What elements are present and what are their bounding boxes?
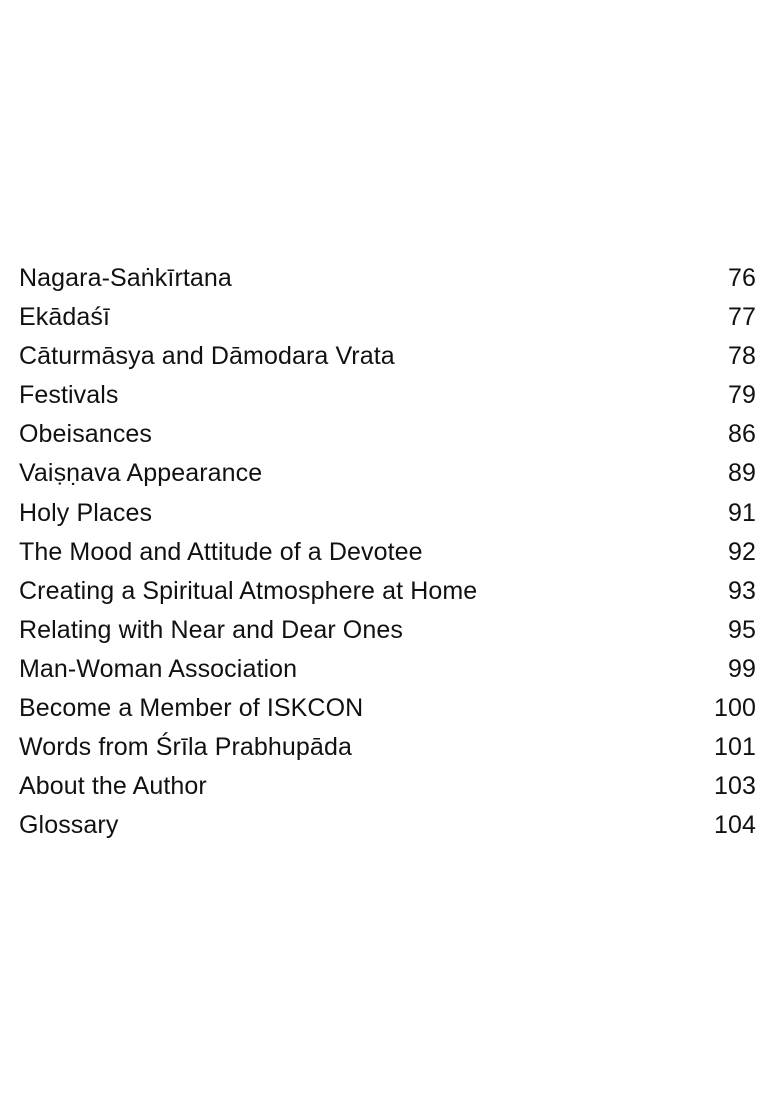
toc-entry bbox=[19, 259, 756, 298]
toc-entry-title: Holy Places bbox=[19, 498, 153, 527]
toc-entry bbox=[19, 806, 756, 845]
toc-entry bbox=[19, 494, 756, 533]
toc-entry bbox=[19, 611, 756, 650]
toc-entry-page: 89 bbox=[727, 459, 756, 488]
toc-entry-page: 91 bbox=[727, 498, 756, 527]
toc-entry bbox=[19, 376, 756, 415]
toc-entry-title: Ekādaśī bbox=[19, 303, 111, 332]
toc-entry-page: 77 bbox=[727, 303, 756, 332]
toc-entry bbox=[19, 533, 756, 572]
toc-entry-page: 93 bbox=[727, 576, 756, 605]
toc-entry-title: Creating a Spiritual Atmosphere at Home bbox=[19, 576, 478, 605]
toc-entry-page: 92 bbox=[727, 537, 756, 566]
toc-entry-title: Cāturmāsya and Dāmodara Vrata bbox=[19, 342, 395, 371]
toc-entry bbox=[19, 572, 756, 611]
toc-entry bbox=[19, 689, 756, 728]
toc-entry bbox=[19, 298, 756, 337]
toc-entry-page: 101 bbox=[713, 733, 756, 762]
toc-entry-page: 104 bbox=[713, 811, 756, 840]
toc-entry-page: 100 bbox=[713, 694, 756, 723]
toc-entry-title: Become a Member of ISKCON bbox=[19, 694, 364, 723]
table-of-contents bbox=[19, 259, 756, 845]
toc-entry-title: Man-Woman Association bbox=[19, 654, 298, 683]
toc-entry bbox=[19, 767, 756, 806]
toc-entry-page: 76 bbox=[727, 264, 756, 292]
toc-entry bbox=[19, 415, 756, 454]
toc-entry-title: About the Author bbox=[19, 772, 207, 801]
toc-entry-page: 86 bbox=[727, 420, 756, 449]
toc-entry bbox=[19, 454, 756, 493]
toc-entry-page: 78 bbox=[727, 342, 756, 371]
toc-entry-title: The Mood and Attitude of a Devotee bbox=[19, 537, 423, 566]
toc-entry-title: Glossary bbox=[19, 811, 119, 840]
toc-entry bbox=[19, 650, 756, 689]
toc-entry-title: Nagara-Saṅkīrtana bbox=[19, 264, 232, 292]
toc-entry-page: 103 bbox=[713, 772, 756, 801]
toc-entry-page: 79 bbox=[727, 381, 756, 410]
toc-entry-title: Obeisances bbox=[19, 420, 153, 449]
toc-entry-page: 99 bbox=[727, 654, 756, 683]
toc-entry bbox=[19, 728, 756, 767]
toc-entry bbox=[19, 337, 756, 376]
toc-entry-page: 95 bbox=[727, 615, 756, 644]
toc-entry-title: Words from Śrīla Prabhupāda bbox=[19, 733, 352, 762]
toc-entry-title: Festivals bbox=[19, 381, 119, 410]
toc-entry-title: Relating with Near and Dear Ones bbox=[19, 615, 403, 644]
toc-entry-title: Vaiṣṇava Appearance bbox=[19, 459, 263, 488]
